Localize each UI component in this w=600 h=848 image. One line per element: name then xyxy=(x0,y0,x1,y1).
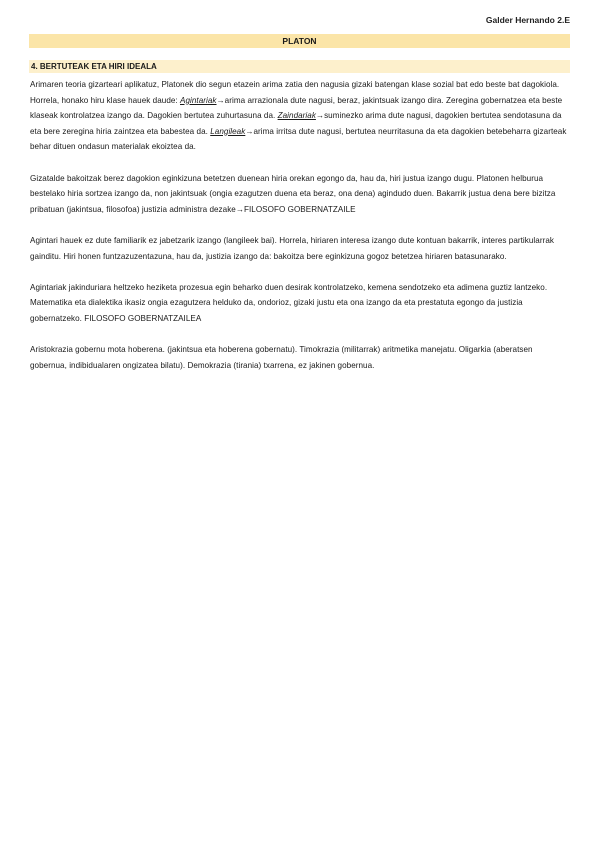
term-agintariak: Agintariak xyxy=(180,95,217,105)
paragraph-text: →suminezko arima dute nagusi, dagokien bertutea sendotasuna da eta bere zeregina hiria zaintzea eta babestea da. xyxy=(30,111,562,136)
paragraph-classes xyxy=(30,77,570,155)
page-title: PLATON xyxy=(29,34,570,48)
author-header: Galder Hernando 2.E xyxy=(485,15,570,25)
document-body xyxy=(30,77,570,389)
paragraph-text: Arimaren teoria gizarteari aplikatuz, Platonek dio segun etazein arima zatia den nagusia gizaki batengan klase sozial bat edo beste bat dagokiola. Horrela, honako hiru klase hauek daude: xyxy=(30,80,560,105)
paragraph-text: →arima arrazionala dute nagusi, beraz, jakintsuak izango dira. Zeregina gobernatzea eta beste klaseak kontrolatzea izango da. Dagokien bertutea zuhurtasuna da. xyxy=(30,95,563,121)
paragraph-education: Agintariak jakinduriara heltzeko heziketa prozesua egin beharko duen desirak kontrolatzeko, kemena sendotzeko eta adimena guztiz lantzeko. Matematika eta dialektika ikasiz ongia ezagutzera helduko da, ondorioz, gizaki justu eta ona izango da eta prestatuta egongo da justizia gobernatzeko. FILOSOFO GOBERNATZAILEA xyxy=(30,282,548,323)
paragraph-rulers-property: Agintari hauek ez dute familiarik ez jabetzarik izango (langileek bai). Horrela, hiriaren interesa izango dute kontuan bakarrik, interes partikularrak gainditu. Hiri honen funtzazuzentazuna, hau da, justizia izango da: bakoitza bere eginkizuna gogoz betetzea hiriaren batasunarako. xyxy=(30,235,554,261)
paragraph-governments: Aristokrazia gobernu mota hoberena. (jakintsua eta hoberena gobernatu). Timokrazia (militarrak) aritmetika manejatu. Oligarkia (aberatsen gobernua, indibidualaren ongizatea bilatu). Demokrazia (tirania) txarrena, ez jakinen gobernua. xyxy=(30,345,533,370)
paragraph-just-city: Gizatalde bakoitzak berez dagokion eginkizuna betetzen duenean hiria orekan egongo da, hau da, hiri justua izango dugu. Platonen helburua bestelako hiria sortzea izango da, non jakintsuak (ongia ezagutzen duena eta beraz, ona dena) agindudo duen. Bakarrik justua dena bere bizitza pribatuan (jakintsua, filosofoa) justizia administra dezake→FILOSOFO GOBERNATZAILE xyxy=(30,173,556,214)
term-zaindariak: Zaindariak xyxy=(277,111,316,121)
paragraph-text: →arima irritsa dute nagusi, bertutea neurritasuna da eta dagokien betebeharra gizarteak behar dituen ondasun materialak ekoiztea da. xyxy=(30,126,567,152)
term-langileak: Langileak xyxy=(210,126,246,136)
section-heading: 4. BERTUTEAK ETA HIRI IDEALA xyxy=(29,60,570,73)
